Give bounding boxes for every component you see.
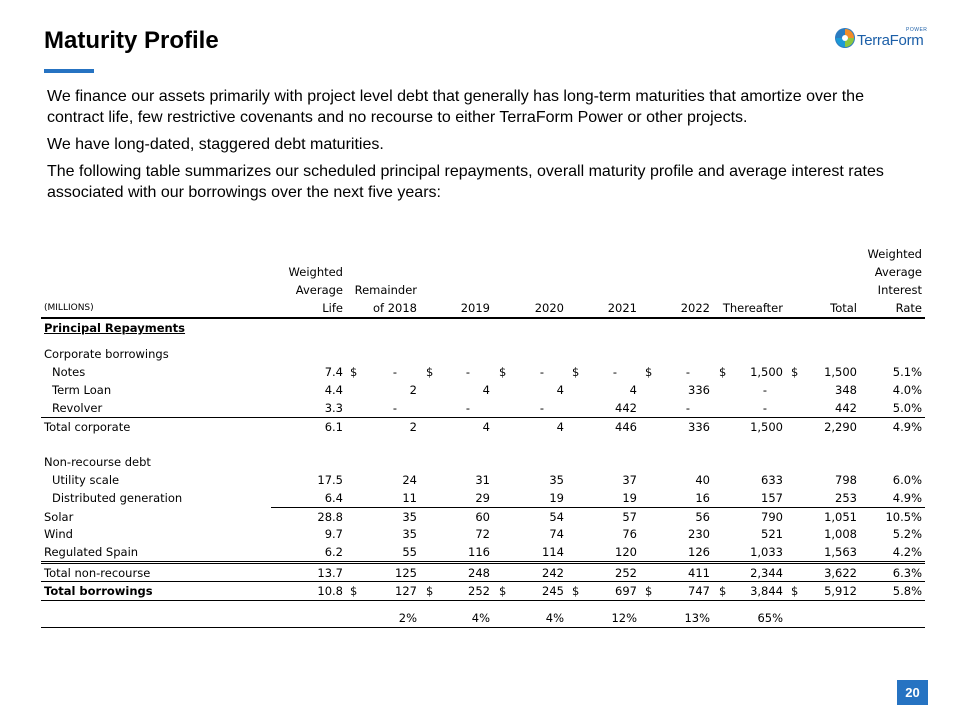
cell-2019: 60 bbox=[475, 510, 490, 524]
section-principal-row bbox=[41, 319, 925, 337]
dollar-sign: $ bbox=[791, 584, 799, 598]
dollar-sign: $ bbox=[426, 365, 434, 379]
col-head-2022: 2022 bbox=[680, 301, 710, 315]
cell-2021: 76 bbox=[622, 527, 637, 541]
cell-wal: 28.8 bbox=[317, 510, 343, 524]
col-head-remainder: Remainder bbox=[354, 283, 417, 297]
cell-2019: 116 bbox=[468, 545, 490, 559]
cell-2022: 40 bbox=[695, 473, 710, 487]
cell-2019: 29 bbox=[475, 491, 490, 505]
cell-2021: 12% bbox=[611, 611, 637, 625]
spacer bbox=[41, 601, 925, 609]
logo-wordmark: TerraForm bbox=[857, 32, 924, 49]
intro-paragraph-1: We finance our assets primarily with project level debt that generally has long-term maturities that amortize over the contract life, few restrictive covenants and no recourse to either TerraForm Power or other projects. bbox=[47, 88, 864, 126]
intro-text bbox=[47, 86, 917, 209]
col-head-wal: Life bbox=[322, 301, 343, 315]
cell-2022: - bbox=[685, 365, 690, 379]
dollar-sign: $ bbox=[572, 365, 580, 379]
cell-thereafter: 3,844 bbox=[750, 584, 783, 598]
cell-2022: - bbox=[685, 401, 690, 415]
row-label: Total non-recourse bbox=[44, 566, 151, 580]
cell-rate: 4.9% bbox=[892, 420, 922, 434]
cell-rate: 6.3% bbox=[892, 566, 922, 580]
cell-remainder: 24 bbox=[402, 473, 417, 487]
cell-2019: 4 bbox=[482, 420, 490, 434]
section-nonrecourse-row bbox=[41, 453, 925, 471]
cell-wal: 7.4 bbox=[324, 365, 343, 379]
col-head-wal: Weighted bbox=[288, 265, 343, 279]
cell-2020: 4 bbox=[556, 383, 564, 397]
header-row-4 bbox=[41, 299, 925, 319]
cell-total: 348 bbox=[835, 383, 857, 397]
cell-2022: 126 bbox=[688, 545, 710, 559]
cell-2019: 31 bbox=[475, 473, 490, 487]
table-row-total-nonrecourse bbox=[41, 561, 925, 581]
section-corporate-label: Corporate borrowings bbox=[44, 347, 169, 361]
dollar-sign: $ bbox=[719, 584, 727, 598]
table-row-revolver bbox=[41, 399, 925, 417]
row-label: Utility scale bbox=[52, 473, 120, 487]
cell-wal: 13.7 bbox=[317, 566, 343, 580]
cell-total: 1,008 bbox=[824, 527, 857, 541]
cell-rate: 5.0% bbox=[892, 401, 922, 415]
cell-remainder: 11 bbox=[402, 491, 417, 505]
spacer bbox=[41, 337, 925, 345]
table-row-term-loan bbox=[41, 381, 925, 399]
cell-2020: 4% bbox=[545, 611, 564, 625]
row-label: Total borrowings bbox=[44, 584, 153, 598]
table-row-wind bbox=[41, 525, 925, 543]
cell-2020: 74 bbox=[549, 527, 564, 541]
section-nonrecourse-label: Non-recourse debt bbox=[44, 455, 151, 469]
cell-rate: 5.8% bbox=[892, 584, 922, 598]
table-row-utility-scale bbox=[41, 471, 925, 489]
cell-2021: 442 bbox=[615, 401, 637, 415]
cell-2022: 16 bbox=[695, 491, 710, 505]
cell-thereafter: - bbox=[762, 383, 767, 397]
row-label: Term Loan bbox=[52, 383, 112, 397]
col-head-remainder: of 2018 bbox=[372, 301, 417, 315]
col-head-2019: 2019 bbox=[460, 301, 490, 315]
cell-remainder: 2% bbox=[398, 611, 417, 625]
cell-remainder: 35 bbox=[402, 510, 417, 524]
cell-wal: 10.8 bbox=[317, 584, 343, 598]
header-row-3 bbox=[41, 281, 925, 299]
cell-2020: 242 bbox=[542, 566, 564, 580]
intro-paragraph-3: The following table summarizes our scheduled principal repayments, overall maturity profile and average interest rates associated with our borrowings over the next five years: bbox=[47, 163, 884, 201]
cell-thereafter: 157 bbox=[761, 491, 783, 505]
cell-total: 5,912 bbox=[824, 584, 857, 598]
units-label: (MILLIONS) bbox=[44, 303, 94, 313]
cell-wal: 4.4 bbox=[324, 383, 343, 397]
cell-rate: 4.9% bbox=[892, 491, 922, 505]
table-row-solar bbox=[44, 507, 925, 525]
spacer bbox=[41, 435, 925, 453]
dollar-sign: $ bbox=[645, 365, 653, 379]
dollar-sign: $ bbox=[426, 584, 434, 598]
cell-2022: 13% bbox=[684, 611, 710, 625]
cell-2019: 248 bbox=[468, 566, 490, 580]
col-head-rate: Interest bbox=[877, 283, 922, 297]
cell-rate: 6.0% bbox=[892, 473, 922, 487]
cell-rate: 5.1% bbox=[892, 365, 922, 379]
cell-wal: 9.7 bbox=[324, 527, 343, 541]
cell-thereafter: - bbox=[762, 401, 767, 415]
cell-remainder: 2 bbox=[409, 420, 417, 434]
cell-remainder: 127 bbox=[395, 584, 417, 598]
cell-2019: - bbox=[465, 365, 470, 379]
terraform-power-logo bbox=[834, 27, 928, 53]
cell-2022: 336 bbox=[688, 420, 710, 434]
cell-total: 2,290 bbox=[824, 420, 857, 434]
cell-thereafter: 65% bbox=[757, 611, 783, 625]
cell-wal: 6.2 bbox=[324, 545, 343, 559]
logo-power-text: POWER bbox=[906, 27, 928, 33]
col-head-thereafter: Thereafter bbox=[722, 301, 783, 315]
cell-total: 253 bbox=[835, 491, 857, 505]
col-head-wal: Average bbox=[295, 283, 343, 297]
cell-2022: 230 bbox=[688, 527, 710, 541]
header-row-2 bbox=[41, 263, 925, 281]
cell-2019: 72 bbox=[475, 527, 490, 541]
dollar-sign: $ bbox=[719, 365, 727, 379]
cell-2020: 114 bbox=[542, 545, 564, 559]
dollar-sign: $ bbox=[791, 365, 799, 379]
cell-2019: - bbox=[465, 401, 470, 415]
cell-thereafter: 633 bbox=[761, 473, 783, 487]
cell-remainder: - bbox=[392, 401, 397, 415]
dollar-sign: $ bbox=[350, 365, 358, 379]
cell-remainder: 55 bbox=[402, 545, 417, 559]
cell-2022: 747 bbox=[688, 584, 710, 598]
cell-wal: 6.1 bbox=[324, 420, 343, 434]
cell-thereafter: 521 bbox=[761, 527, 783, 541]
col-head-2021: 2021 bbox=[607, 301, 637, 315]
cell-total: 442 bbox=[835, 401, 857, 415]
cell-2021: 446 bbox=[615, 420, 637, 434]
cell-thereafter: 790 bbox=[761, 510, 783, 524]
dollar-sign: $ bbox=[645, 584, 653, 598]
row-label: Distributed generation bbox=[52, 491, 183, 505]
cell-2021: 37 bbox=[622, 473, 637, 487]
cell-thereafter: 1,500 bbox=[750, 420, 783, 434]
cell-2020: 4 bbox=[556, 420, 564, 434]
cell-remainder: - bbox=[392, 365, 397, 379]
cell-wal: 6.4 bbox=[324, 491, 343, 505]
col-head-rate: Weighted bbox=[867, 247, 922, 261]
cell-2022: 411 bbox=[688, 566, 710, 580]
cell-remainder: 35 bbox=[402, 527, 417, 541]
table-row-distributed-generation bbox=[41, 489, 925, 507]
title-accent-rule bbox=[44, 69, 94, 73]
cell-2021: 4 bbox=[629, 383, 637, 397]
logo-swirl-icon bbox=[834, 27, 856, 49]
cell-total: 1,500 bbox=[824, 365, 857, 379]
table-row-total-borrowings bbox=[41, 581, 925, 601]
cell-2019: 252 bbox=[468, 584, 490, 598]
intro-paragraph-2: We have long-dated, staggered debt maturities. bbox=[47, 136, 384, 153]
section-principal-label: Principal Repayments bbox=[44, 321, 186, 335]
page-title: Maturity Profile bbox=[44, 27, 219, 54]
row-label: Total corporate bbox=[44, 420, 131, 434]
table-row-notes bbox=[41, 363, 925, 381]
cell-rate: 4.2% bbox=[892, 545, 922, 559]
cell-2021: 19 bbox=[622, 491, 637, 505]
cell-2021: 57 bbox=[622, 510, 637, 524]
cell-rate: 5.2% bbox=[892, 527, 922, 541]
cell-total: 798 bbox=[835, 473, 857, 487]
cell-thereafter: 1,500 bbox=[750, 365, 783, 379]
table-row-regulated-spain bbox=[41, 543, 925, 561]
table-row-total-corporate bbox=[41, 417, 925, 435]
cell-wal: 17.5 bbox=[317, 473, 343, 487]
cell-2020: 19 bbox=[549, 491, 564, 505]
col-head-2020: 2020 bbox=[534, 301, 564, 315]
cell-2022: 56 bbox=[695, 510, 710, 524]
row-label: Regulated Spain bbox=[44, 545, 139, 559]
cell-2020: - bbox=[539, 365, 544, 379]
maturity-table bbox=[41, 245, 925, 628]
cell-2020: - bbox=[539, 401, 544, 415]
cell-wal: 3.3 bbox=[324, 401, 343, 415]
cell-rate: 4.0% bbox=[892, 383, 922, 397]
cell-2021: 252 bbox=[615, 566, 637, 580]
section-corporate-row bbox=[41, 345, 925, 363]
cell-2020: 35 bbox=[549, 473, 564, 487]
dollar-sign: $ bbox=[350, 584, 358, 598]
row-label: Revolver bbox=[52, 401, 103, 415]
cell-remainder: 2 bbox=[409, 383, 417, 397]
dollar-sign: $ bbox=[499, 365, 507, 379]
cell-total: 1,563 bbox=[824, 545, 857, 559]
cell-2020: 54 bbox=[549, 510, 564, 524]
row-label: Notes bbox=[52, 365, 86, 379]
cell-rate: 10.5% bbox=[885, 510, 922, 524]
cell-2021: 697 bbox=[615, 584, 637, 598]
cell-thereafter: 2,344 bbox=[750, 566, 783, 580]
cell-2019: 4% bbox=[471, 611, 490, 625]
cell-thereafter: 1,033 bbox=[750, 545, 783, 559]
col-head-rate: Rate bbox=[895, 301, 922, 315]
col-head-rate: Average bbox=[874, 265, 922, 279]
row-label: Solar bbox=[44, 510, 74, 524]
cell-remainder: 125 bbox=[395, 566, 417, 580]
cell-2020: 245 bbox=[542, 584, 564, 598]
cell-2021: 120 bbox=[615, 545, 637, 559]
header-row-1 bbox=[41, 245, 925, 263]
dollar-sign: $ bbox=[499, 584, 507, 598]
cell-2019: 4 bbox=[482, 383, 490, 397]
cell-total: 3,622 bbox=[824, 566, 857, 580]
cell-2022: 336 bbox=[688, 383, 710, 397]
cell-2021: - bbox=[612, 365, 617, 379]
page-number: 20 bbox=[897, 680, 928, 705]
row-label: Wind bbox=[44, 527, 73, 541]
dollar-sign: $ bbox=[572, 584, 580, 598]
table-row-percent-of-total bbox=[41, 609, 925, 628]
col-head-total: Total bbox=[830, 301, 857, 315]
cell-total: 1,051 bbox=[824, 510, 857, 524]
